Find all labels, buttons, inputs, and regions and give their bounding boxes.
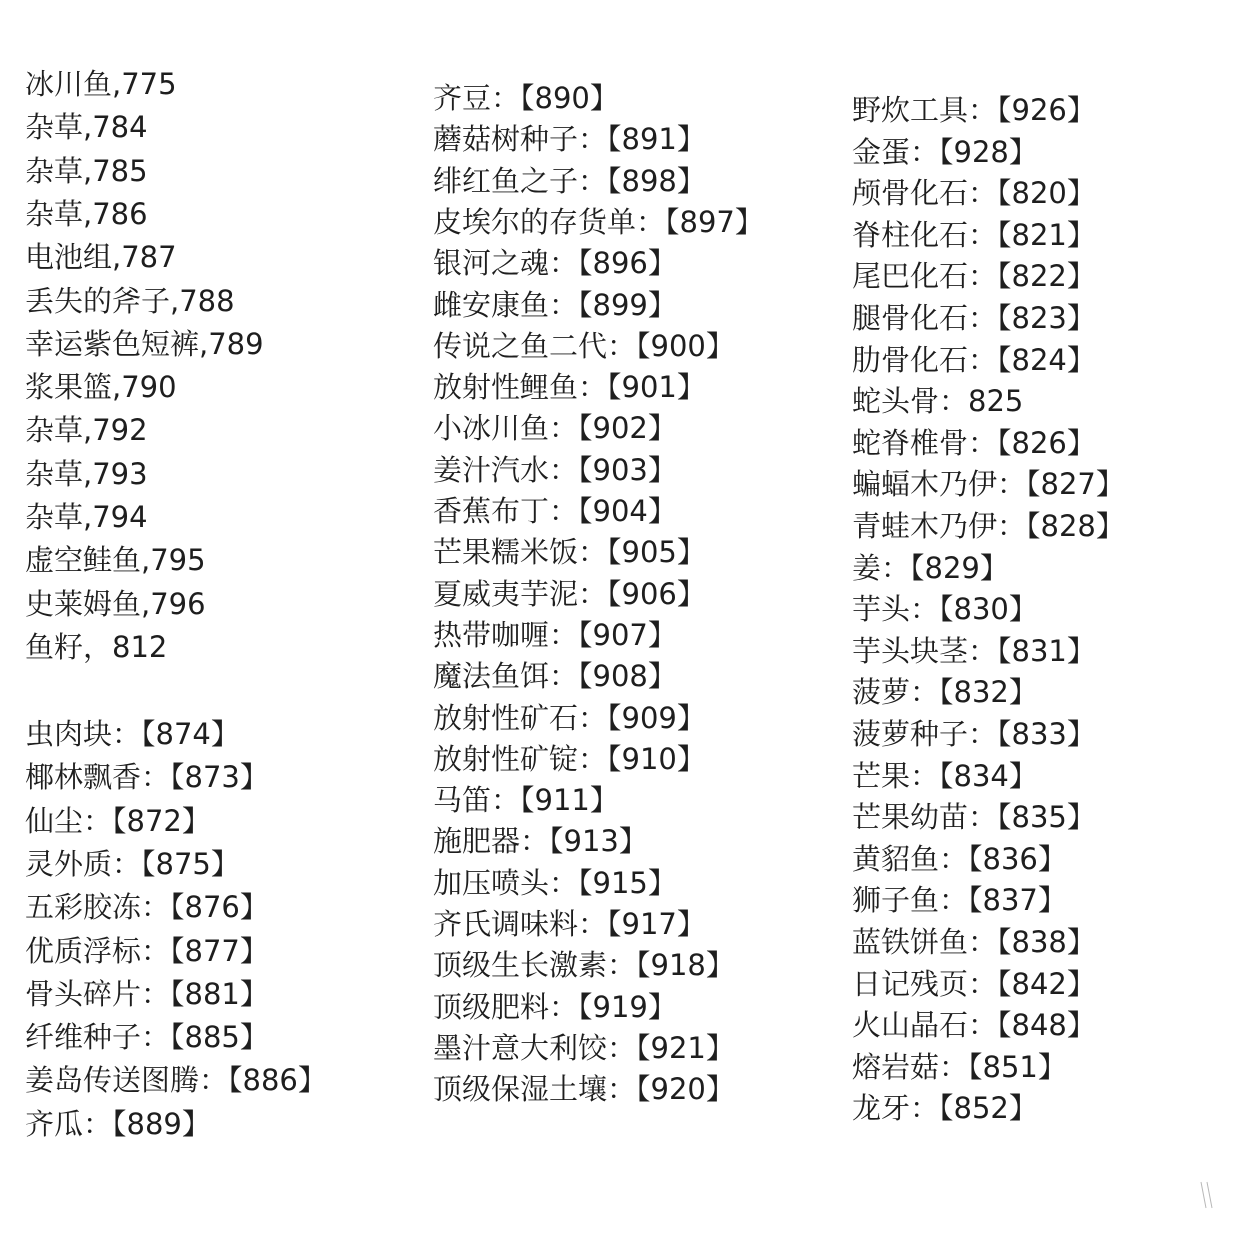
list-item: 颅骨化石：【820】 — [852, 176, 1096, 211]
list-item: 顶级肥料：【919】 — [433, 989, 677, 1024]
list-item: 蛇头骨：825 — [852, 384, 1024, 419]
list-item: 优质浮标：【877】 — [25, 933, 269, 968]
list-item: 墨汁意大利饺：【921】 — [433, 1030, 735, 1065]
list-item: 蓝铁饼鱼：【838】 — [852, 925, 1096, 959]
list-item: 芒果糯米饭：【905】 — [433, 535, 706, 570]
list-item: 骨头碎片：【881】 — [25, 976, 269, 1011]
list-item: 雌安康鱼：【899】 — [433, 287, 677, 322]
list-item: 椰林飘香：【873】 — [25, 760, 269, 795]
list-item: 丢失的斧子,788 — [25, 283, 235, 318]
list-item: 菠萝：【832】 — [852, 675, 1038, 710]
list-item: 金蛋：【928】 — [852, 134, 1038, 169]
list-item: 仙尘：【872】 — [25, 803, 211, 838]
list-item: 姜岛传送图腾：【886】 — [25, 1063, 327, 1098]
list-item: 蛇脊椎骨：【826】 — [852, 425, 1096, 460]
list-item: 黄貂鱼：【836】 — [852, 841, 1067, 876]
list-item: 杂草,784 — [25, 110, 148, 145]
list-item: 放射性矿石：【909】 — [433, 700, 706, 735]
list-item: 尾巴化石：【822】 — [852, 259, 1096, 294]
list-item: 日记残页：【842】 — [852, 966, 1096, 1001]
list-item: 蘑菇树种子：【891】 — [433, 122, 706, 157]
list-item: 肋骨化石：【824】 — [852, 342, 1096, 377]
list-item: 芒果：【834】 — [852, 758, 1038, 793]
list-item: 杂草,794 — [25, 500, 148, 534]
list-item: 芋头块茎：【831】 — [852, 633, 1096, 668]
list-item: 五彩胶冻：【876】 — [25, 890, 269, 925]
list-item: 浆果篮,790 — [25, 370, 177, 405]
list-item: 齐氏调味料：【917】 — [433, 907, 706, 941]
list-item: 热带咖喱：【907】 — [433, 617, 677, 652]
list-item: 绯红鱼之子：【898】 — [433, 163, 706, 198]
list-item: 幸运紫色短裤,789 — [25, 326, 264, 361]
list-item: 姜汁汽水：【903】 — [433, 452, 677, 487]
list-item: 纤维种子：【885】 — [25, 1020, 269, 1055]
list-item: 冰川鱼,775 — [25, 67, 177, 101]
list-item: 小冰川鱼：【902】 — [433, 411, 677, 446]
list-item: 夏威夷芋泥：【906】 — [433, 576, 706, 611]
list-item: 狮子鱼：【837】 — [852, 883, 1067, 918]
list-item: 香蕉布丁：【904】 — [433, 494, 677, 528]
list-item: 皮埃尔的存货单：【897】 — [433, 204, 764, 239]
list-item: 蝙蝠木乃伊：【827】 — [852, 467, 1125, 502]
list-item: 杂草,786 — [25, 196, 148, 231]
list-item: 史莱姆鱼,796 — [25, 586, 206, 621]
list-item: 杂草,792 — [25, 413, 148, 448]
list-item: 青蛙木乃伊：【828】 — [852, 509, 1125, 543]
list-item: 熔岩菇：【851】 — [852, 1049, 1067, 1084]
list-item: 顶级保湿土壤：【920】 — [433, 1072, 735, 1107]
list-item: 野炊工具：【926】 — [852, 93, 1096, 127]
list-item: 齐瓜：【889】 — [25, 1106, 211, 1141]
list-item: 传说之鱼二代：【900】 — [433, 328, 735, 363]
list-item: 龙牙：【852】 — [852, 1091, 1038, 1126]
corner-scribble-mark — [1198, 1180, 1216, 1210]
list-item: 电池组,787 — [25, 240, 177, 275]
list-item: 杂草,785 — [25, 153, 148, 188]
list-item: 放射性鲤鱼：【901】 — [433, 370, 706, 405]
list-item: 银河之魂：【896】 — [433, 246, 677, 281]
list-item: 芒果幼苗：【835】 — [852, 800, 1096, 835]
list-item: 芋头：【830】 — [852, 592, 1038, 627]
list-item: 加压喷头：【915】 — [433, 865, 677, 900]
list-item: 马笛：【911】 — [433, 783, 619, 818]
list-item: 脊柱化石：【821】 — [852, 217, 1096, 252]
list-item: 姜：【829】 — [852, 550, 1009, 585]
list-item: 火山晶石：【848】 — [852, 1008, 1096, 1043]
list-item: 放射性矿锭：【910】 — [433, 741, 706, 776]
list-item: 虚空鲑鱼,795 — [25, 543, 206, 578]
list-item: 腿骨化石：【823】 — [852, 301, 1096, 335]
list-item: 魔法鱼饵：【908】 — [433, 659, 677, 694]
list-item: 顶级生长激素：【918】 — [433, 948, 735, 983]
list-item: 灵外质：【875】 — [25, 846, 240, 881]
list-item: 杂草,793 — [25, 456, 148, 491]
list-item: 齐豆：【890】 — [433, 81, 619, 115]
list-item: 施肥器：【913】 — [433, 824, 648, 859]
list-item: 虫肉块：【874】 — [25, 717, 240, 751]
list-item: 鱼籽，812 — [25, 629, 168, 664]
list-item: 菠萝种子：【833】 — [852, 717, 1096, 751]
